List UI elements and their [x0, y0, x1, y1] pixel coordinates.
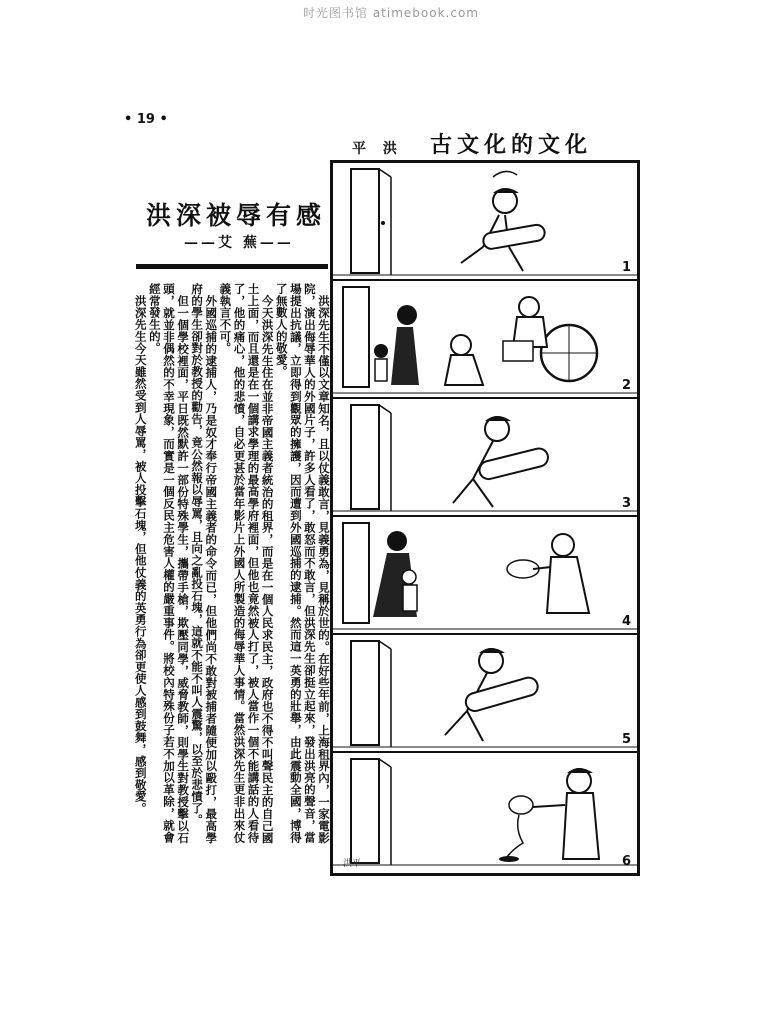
page-number: • 19 • — [124, 112, 168, 127]
article-paragraph: 洪深先生不僅以文章知名，且以仗義敢言，見義勇為，見稱於世的。在好些年前，上海租界內，一家電影院，演出侮辱華人的外國片子，許多人看了，敢怒而不敢言，但洪深先生卻挺立起來，發出洪亮的聲音，當場提出抗議，立即得到觀眾的擁護，因而遭到外國巡捕的逮捕。然而這一英勇的壯舉，由此震動全國，博得了無數人的敬愛。 — [274, 283, 331, 843]
article-title: 洪深被辱有感 — [146, 201, 327, 230]
comic-signature: 洪平 — [343, 859, 362, 869]
panel-number: 2 — [621, 378, 631, 393]
comic-panel-1 — [333, 163, 637, 281]
panel-number: 4 — [621, 614, 631, 629]
rickshaw-illustration — [333, 281, 637, 399]
comic-panel-2 — [333, 281, 637, 399]
woman-and-man-illustration — [333, 517, 637, 635]
panel-number: 5 — [621, 732, 631, 747]
article-paragraph: 外國巡捕的逮捕人，乃是奴才奉行帝國主義者的命令而已，但他們尚不敢對被捕者隨便加以毆打，最高學府的學生卻對於教授的勸告，竟公然報以辱罵，且向之亂投石塊，這就不能不叫人震驚，以至於悲憤了。 — [190, 283, 219, 843]
comic-author: 平 洪 — [352, 141, 403, 157]
article-paragraph: 洪深先生今天雖然受到人辱罵，被人投擊石塊，但他仗義的英勇行為卻更使人感到鼓舞，感到敬愛。 — [133, 294, 148, 814]
comic-title: 古文化的文化 — [430, 132, 593, 158]
walking-man-illustration — [333, 635, 637, 753]
watermark: 时光图书馆 atimebook.com — [303, 6, 479, 20]
title-rule — [136, 264, 328, 269]
comic-strip — [330, 160, 640, 876]
comic-panel-5 — [333, 635, 637, 753]
bleeding-head-illustration — [333, 753, 637, 873]
panel-number: 3 — [621, 496, 631, 511]
panel-number: 6 — [621, 854, 631, 869]
comic-panel-3 — [333, 399, 637, 517]
comic-panel-4 — [333, 517, 637, 635]
article-paragraph: 今天洪深先生住在並非帝國主義者統治的租界，而是在一個人民求民主，政府也不得不叫聲民主的自己國土上面，而且還是在一個講求學理的最高學府裡面，但他也竟然被人打了，被人當作一個不能講話的人看待了，他的痛心，他的悲憤，自必更甚於當年影片上外國人所製造的侮辱華人事情。當然洪深先生更非出來仗義執言不可。 — [218, 283, 275, 843]
article-body — [133, 283, 331, 843]
comic-panel-6 — [333, 753, 637, 873]
walking-man-illustration — [333, 163, 637, 281]
walking-man-illustration — [333, 399, 637, 517]
article-paragraph: 但一個學校裡面，平日既然默許一部份特殊學生，攜帶手槍，欺壓同學，威脅教師，則學生對教授擊以石頭，就並非偶然的不幸現象，而實是一個反民主危害人權的嚴重事件。將校內特殊份子若不加以革除，就會經常發生的。 — [147, 283, 191, 843]
panel-number: 1 — [621, 260, 631, 275]
article-author: ——艾 蕪—— — [184, 235, 294, 251]
